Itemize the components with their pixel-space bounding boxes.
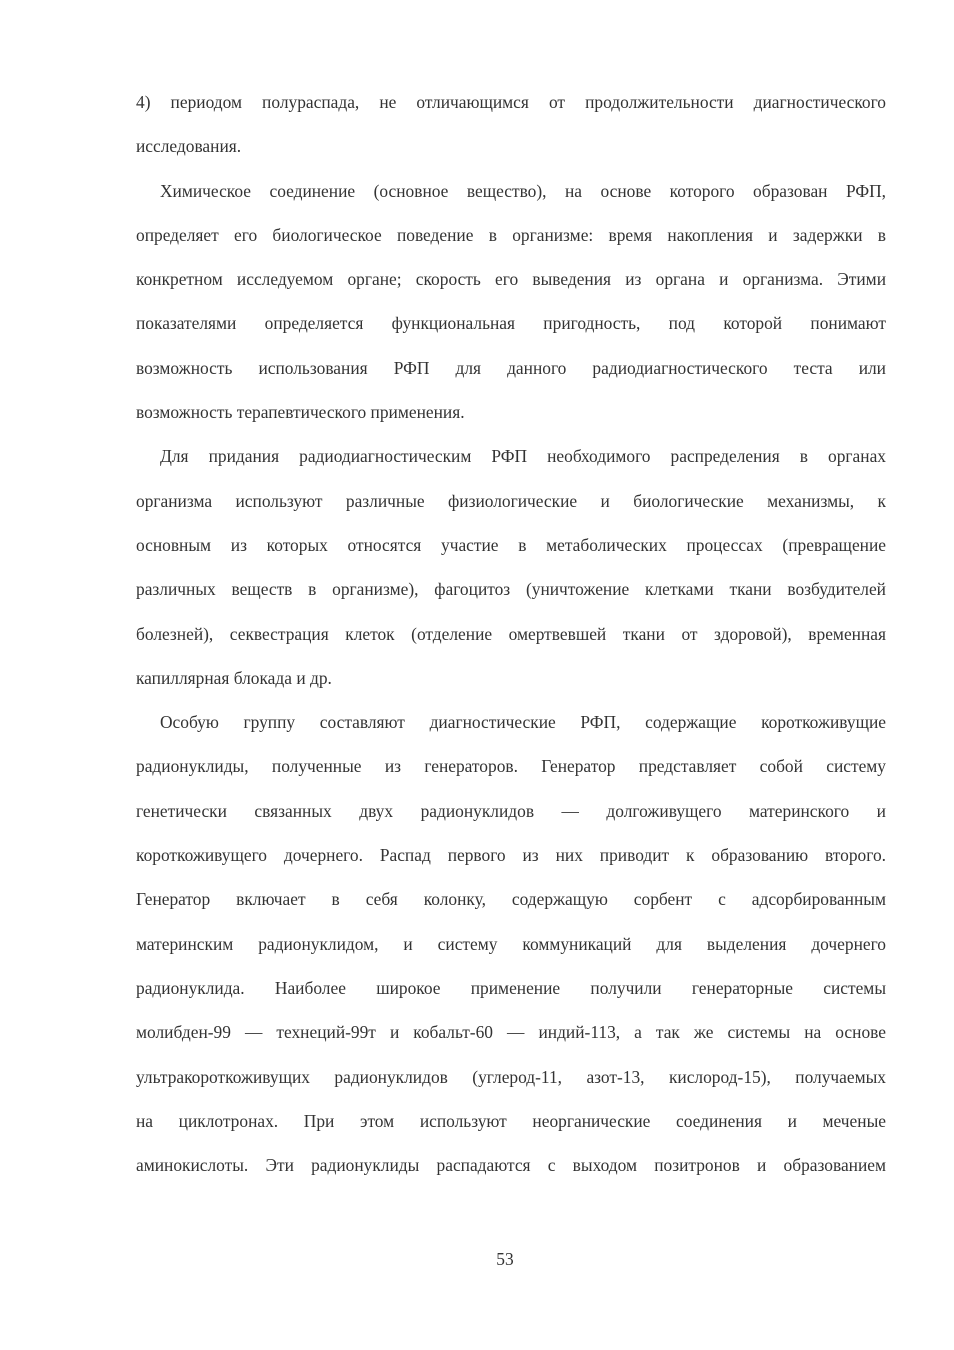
text-line: возможность использования РФП для данного радиодиагностического теста или [136,357,886,378]
text-line: Для придания радиодиагностическим РФП необходимого распределения в органах [160,446,886,467]
text-line: показателями определяется функциональная пригодность, под которой понимают [136,313,886,334]
text-line: короткоживущего дочернего. Распад первого из них приводит к образованию второго. [136,845,886,866]
text-line: аминокислоты. Эти радионуклиды распадаются с выходом позитронов и образованием [136,1155,886,1176]
text-line: материнским радионуклидом, и систему коммуникаций для выделения дочернего [136,933,886,954]
page-number: 53 [496,1249,514,1269]
text-line: конкретном исследуемом органе; скорость его выведения из органа и организма. Этими [136,269,886,290]
text-line: основным из которых относятся участие в метаболических процессах (превращение [136,534,886,555]
text-line: молибден-99 — технеций-99т и кобальт-60 — индий-113, а так же системы на основе [136,1022,886,1043]
text-line: определяет его биологическое поведение в организме: время накопления и задержки в [136,224,886,245]
text-line: Генератор включает в себя колонку, содержащую сорбент с адсорбированным [136,889,886,910]
text-line: организма используют различные физиологические и биологические механизмы, к [136,490,886,511]
paragraph-2 [136,169,886,435]
text-line: Особую группу составляют диагностические РФП, содержащие короткоживущие [160,712,886,733]
body-text [136,80,886,1187]
text-line: ультракороткоживущих радионуклидов (углерод-11, азот-13, кислород-15), получаемых [136,1066,886,1087]
text-line: возможность терапевтического применения. [136,402,465,423]
text-line: радионуклида. Наиболее широкое применение получили генераторные системы [136,977,886,998]
paragraph-3 [136,434,886,700]
text-line: болезней), секвестрация клеток (отделение омертвевшей ткани от здоровой), временная [136,623,886,644]
text-line: на циклотронах. При этом используют неорганические соединения и меченые [136,1110,886,1131]
text-line: Химическое соединение (основное вещество), на основе которого образован РФП, [160,180,886,201]
text-line: капиллярная блокада и др. [136,667,332,688]
paragraph-1 [136,80,886,169]
text-line: радионуклиды, полученные из генераторов. Генератор представляет собой систему [136,756,886,777]
text-line: исследования. [136,136,242,157]
text-line: различных веществ в организме), фагоцитоз (уничтожение клетками ткани возбудителей [136,579,886,600]
text-line: 4) периодом полураспада, не отличающимся от продолжительности диагностического [136,92,886,112]
text-line: генетически связанных двух радионуклидов — долгоживущего материнского и [136,800,886,821]
paragraph-4 [136,700,886,1187]
